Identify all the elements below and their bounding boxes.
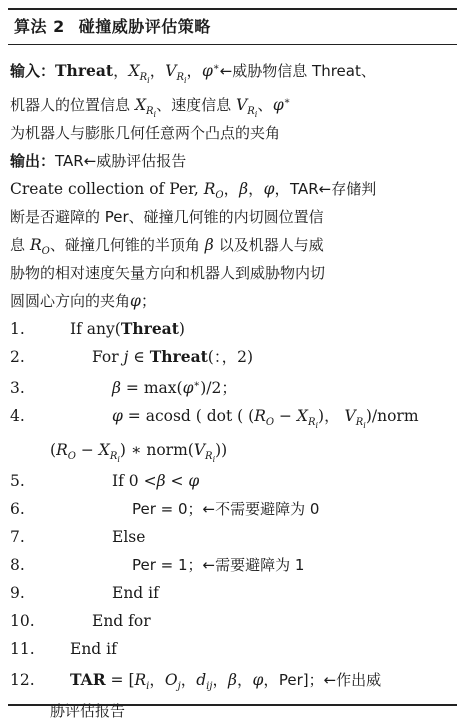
step-12: 12. TAR = [$R_i$，$O_j$，$d_{ij}$，β，φ，Per]；←作出威: [10, 670, 382, 692]
algorithm-title: [8, 10, 457, 44]
step-3: 3. β = max(φ∗)/2；: [10, 379, 237, 397]
step-12-continued: 胁评估报告: [50, 702, 126, 720]
create-line-3: 息 $R_O$、碰撞几何锥的半顶角 β 以及机器人与威: [10, 236, 324, 257]
step-8: 8. Per = 1；←需要避障为 1: [10, 556, 305, 574]
bottom-rule: [8, 704, 457, 706]
algorithm-body: [8, 45, 457, 725]
input-line-3: 为机器人与膨胀几何任意两个凸点的夹角: [10, 124, 281, 142]
step-4-continued: $(R_O - X_{R_i})$ ∗ $norm(V_{R_i})$): [50, 441, 228, 464]
algorithm-name: 碰撞威胁评估策略: [78, 17, 211, 36]
create-line-2: 断是否避障的 Per、碰撞几何锥的内切圆位置信: [10, 208, 324, 226]
algorithm-box: [8, 8, 457, 725]
step-4: 4. φ = acosd ( dot ( $(R_O - X_{R_i})$， $V_{R_i}$)/norm: [10, 407, 419, 430]
create-line-4: 胁物的相对速度矢量方向和机器人到威胁物内切: [10, 264, 326, 282]
input-line-1: 输入：Threat，$X_{R_i}$，$V_{R_i}$，φ∗←威胁物信息 Threat、: [10, 61, 376, 85]
step-10: 10. End for: [10, 612, 151, 630]
input-line-2: 机器人的位置信息 $X_{R_i}$、速度信息 $V_{R_i}$、φ∗: [10, 96, 291, 119]
create-line-5: 圆圆心方向的夹角φ；: [10, 292, 157, 310]
step-2: 2. For j ∈ Threat(：，2): [10, 347, 253, 366]
step-9: 9. End if: [10, 584, 159, 602]
step-7: 7. Else: [10, 528, 146, 546]
step-6: 6. Per = 0；←不需要避障为 0: [10, 500, 320, 518]
output-line: 输出：TAR←威胁评估报告: [10, 152, 187, 170]
algorithm-label: 算法 2: [14, 17, 65, 36]
step-1: 1. If any(Threat): [10, 319, 185, 338]
step-11: 11. End if: [10, 640, 117, 658]
step-5: 5. If 0 <β < φ: [10, 472, 200, 490]
create-line-1: Create collection of Per, $R_O$，β，φ，TAR←存储判: [10, 180, 377, 201]
